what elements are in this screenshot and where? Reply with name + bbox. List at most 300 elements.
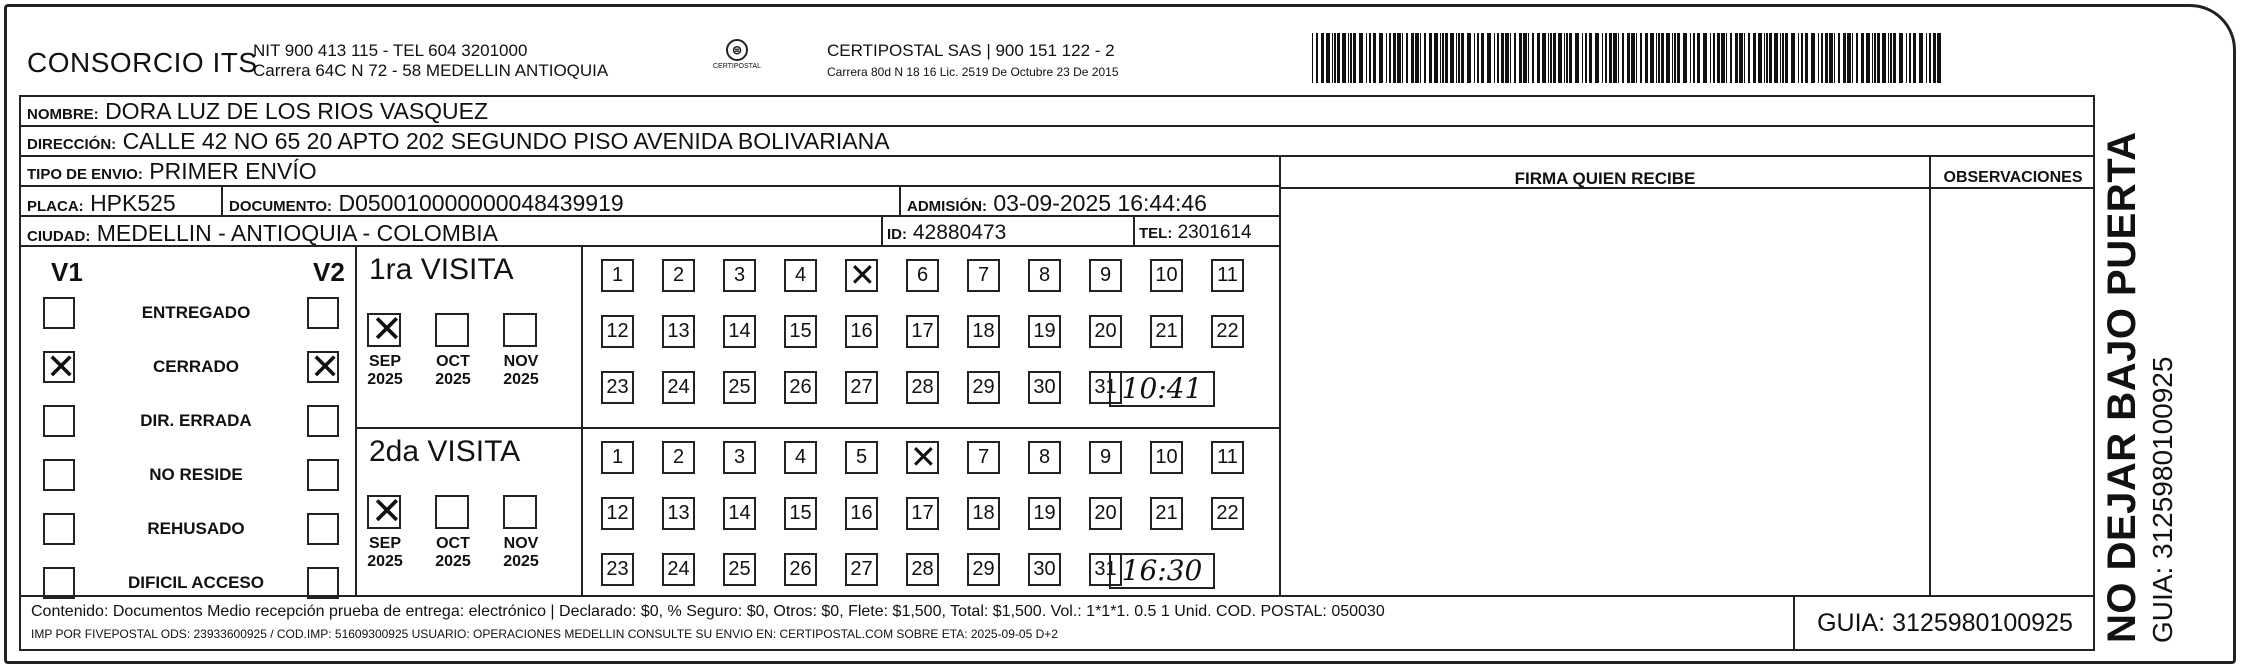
- barcode-bar: [1811, 33, 1815, 83]
- day-box[interactable]: 2: [662, 441, 695, 474]
- barcode-bar: [1445, 33, 1448, 83]
- barcode-bar: [1605, 33, 1607, 83]
- barcode-bar: [1766, 33, 1768, 83]
- barcode-bar: [1650, 33, 1654, 83]
- barcode-bar: [1937, 33, 1941, 83]
- barcode-bar: [1429, 33, 1432, 83]
- barcode-bar: [1342, 33, 1346, 83]
- barcode-bar: [1393, 33, 1396, 83]
- barcode-bar: [1379, 33, 1383, 83]
- barcode-bar: [1713, 33, 1715, 83]
- barcode-bar: [1852, 33, 1853, 83]
- barcode-bar: [1913, 33, 1916, 83]
- day-box[interactable]: 6: [906, 259, 939, 292]
- day-box[interactable]: 8: [1028, 259, 1061, 292]
- month-label: [493, 535, 549, 571]
- admision-field: [907, 191, 1207, 219]
- barcode-bar: [1481, 33, 1484, 83]
- obs-left-border: [1929, 157, 1931, 595]
- month-name: SEP: [368, 535, 401, 552]
- barcode-bar: [1703, 33, 1707, 83]
- barcode-bar: [1861, 33, 1864, 83]
- day-box[interactable]: 23: [601, 553, 634, 586]
- barcode-bar: [1877, 33, 1880, 83]
- no-dejar-notice: NO DEJAR BAJO PUERTA: [2100, 131, 2144, 643]
- barcode-bar: [1640, 33, 1642, 83]
- barcode-bar: [1542, 33, 1546, 83]
- v1-checkbox[interactable]: [43, 567, 75, 599]
- barcode-bar: [1726, 33, 1727, 83]
- barcode-bar: [1798, 33, 1799, 83]
- day-box[interactable]: 10: [1150, 441, 1183, 474]
- barcode-bar: [1589, 33, 1592, 83]
- month-name: NOV: [503, 535, 539, 552]
- barcode-bar: [1744, 33, 1745, 83]
- month-year: 2025: [503, 553, 539, 570]
- firma-left-border: [1279, 157, 1281, 595]
- divider: [899, 187, 901, 217]
- visit-divider: [355, 427, 1279, 429]
- barcode-bar: [1514, 33, 1516, 83]
- day-box[interactable]: 21: [1150, 315, 1183, 348]
- month-name: NOV: [503, 353, 539, 370]
- barcode-bar: [1569, 33, 1572, 83]
- day-box[interactable]: 22: [1211, 497, 1244, 530]
- tel-field: [1139, 221, 1252, 246]
- barcode-bar: [1693, 33, 1695, 83]
- company-info: [253, 41, 608, 81]
- barcode-bar: [1523, 33, 1527, 83]
- barcode-bar: [1818, 33, 1819, 83]
- day-box[interactable]: 19: [1028, 315, 1061, 348]
- day-box[interactable]: 29: [967, 553, 1000, 586]
- status-label: DIR. ERRADA: [140, 411, 252, 430]
- day-box[interactable]: 4: [784, 259, 817, 292]
- day-box[interactable]: [906, 441, 939, 474]
- day-box[interactable]: 12: [601, 315, 634, 348]
- v1-checkbox[interactable]: [43, 459, 75, 491]
- day-box[interactable]: 2: [662, 259, 695, 292]
- barcode-bar: [1785, 33, 1788, 83]
- v2-checkbox[interactable]: [307, 567, 339, 599]
- day-box[interactable]: 31: [1089, 553, 1122, 586]
- barcode-bar: [1316, 33, 1318, 83]
- v1-header: V1: [51, 257, 83, 287]
- barcode-bar: [1326, 33, 1330, 83]
- barcode-bar: [1919, 33, 1923, 83]
- barcode-bar: [1933, 33, 1936, 83]
- barcode-bar: [1369, 33, 1371, 83]
- side-notice: [2100, 131, 2179, 643]
- barcode-bar: [1805, 33, 1808, 83]
- status-label: ENTREGADO: [141, 303, 251, 322]
- admision-label: ADMISIÓN:: [907, 198, 987, 215]
- barcode-bar: [1312, 33, 1313, 83]
- barcode-bar: [1566, 33, 1568, 83]
- barcode-bar: [1501, 33, 1504, 83]
- day-box[interactable]: 9: [1089, 441, 1122, 474]
- day-box[interactable]: 18: [967, 497, 1000, 530]
- day-box[interactable]: 20: [1089, 315, 1122, 348]
- barcode-bar: [1882, 33, 1886, 83]
- barcode-bar: [1420, 33, 1421, 83]
- day-box[interactable]: 24: [662, 371, 695, 404]
- logo-mark-icon: ⊜: [726, 39, 748, 61]
- day-box[interactable]: 16: [845, 497, 878, 530]
- barcode-bar: [1834, 33, 1835, 83]
- barcode-bar: [1926, 33, 1927, 83]
- barcode-bar: [1674, 33, 1676, 83]
- v1-checkbox[interactable]: [43, 405, 75, 437]
- month-label: [425, 535, 481, 571]
- barcode-bar: [1753, 33, 1756, 83]
- barcode-bar: [1505, 33, 1509, 83]
- divider: [1133, 217, 1135, 247]
- day-box[interactable]: 26: [784, 553, 817, 586]
- day-box[interactable]: [845, 259, 878, 292]
- barcode-bar: [1461, 33, 1464, 83]
- day-box[interactable]: 27: [845, 553, 878, 586]
- day-box[interactable]: 24: [662, 553, 695, 586]
- month-checkbox[interactable]: [367, 495, 401, 529]
- id-field: [887, 221, 1006, 247]
- certipostal-line2: Carrera 80d N 18 16 Lic. 2519 De Octubre 23 De 2015: [827, 65, 1119, 79]
- status-label: CERRADO: [153, 357, 239, 376]
- v1-checkbox[interactable]: [43, 513, 75, 545]
- month-label: [425, 353, 481, 389]
- day-box[interactable]: 16: [845, 315, 878, 348]
- barcode-bar: [1359, 33, 1363, 83]
- day-box[interactable]: 31: [1089, 371, 1122, 404]
- month-name: OCT: [436, 353, 470, 370]
- barcode-bar: [1658, 33, 1660, 83]
- barcode-bar: [1474, 33, 1475, 83]
- barcode-bar: [1769, 33, 1772, 83]
- barcode-bar: [1866, 33, 1870, 83]
- barcode-bar: [1528, 33, 1529, 83]
- barcode-bar: [1477, 33, 1479, 83]
- barcode-bar: [1672, 33, 1673, 83]
- id-value: 42880473: [912, 221, 1007, 244]
- barcode-bar: [1909, 33, 1911, 83]
- divider: [881, 217, 883, 247]
- barcode-bar: [1456, 33, 1457, 83]
- barcode-bar: [1350, 33, 1352, 83]
- barcode-bar: [1872, 33, 1873, 83]
- delivery-notice-card: [4, 4, 2236, 664]
- barcode-bar: [1389, 33, 1391, 83]
- day-box[interactable]: 21: [1150, 497, 1183, 530]
- month-checkbox[interactable]: [503, 495, 537, 529]
- ciudad-label: CIUDAD:: [27, 228, 91, 245]
- month-checkbox[interactable]: [435, 495, 469, 529]
- barcode-bar: [1332, 33, 1333, 83]
- barcode-bar: [1829, 33, 1833, 83]
- day-box[interactable]: 1: [601, 441, 634, 474]
- barcode-bar: [1440, 33, 1441, 83]
- v2-checkbox[interactable]: [307, 405, 339, 437]
- barcode-bar: [1735, 33, 1738, 83]
- barcode-bar: [1801, 33, 1803, 83]
- barcode-bar: [1758, 33, 1762, 83]
- barcode-bar: [1856, 33, 1858, 83]
- day-box[interactable]: 11: [1211, 441, 1244, 474]
- barcode-bar: [1519, 33, 1522, 83]
- day-box[interactable]: 27: [845, 371, 878, 404]
- barcode-bar: [1397, 33, 1401, 83]
- day-box[interactable]: 9: [1089, 259, 1122, 292]
- barcode-bar: [1558, 33, 1562, 83]
- day-box[interactable]: 19: [1028, 497, 1061, 530]
- barcode-bar: [1497, 33, 1499, 83]
- address-line: Carrera 64C N 72 - 58 MEDELLIN ANTIOQUIA: [253, 61, 609, 80]
- day-box[interactable]: 1: [601, 259, 634, 292]
- certipostal-logo: [713, 39, 761, 87]
- barcode: [1312, 33, 1942, 83]
- tel-label: TEL:: [1139, 225, 1173, 242]
- barcode-bar: [1677, 33, 1680, 83]
- placa-label: PLACA:: [27, 198, 84, 215]
- barcode-bar: [1411, 33, 1414, 83]
- barcode-bar: [1661, 33, 1664, 83]
- certipostal-info: [827, 41, 1119, 79]
- barcode-bar: [1627, 33, 1630, 83]
- barcode-bar: [1467, 33, 1471, 83]
- direccion-row: [21, 127, 2093, 157]
- barcode-bar: [1825, 33, 1828, 83]
- barcode-bar: [1843, 33, 1846, 83]
- footer-contents: Contenido: Documentos Medio recepción prueba de entrega: electrónico | Declarado: $0, % Seguro: $0, Otros: $0, Flete: $1,500, Total: $1,500. Vol.: 1*1*1. 0.5 1 Unid. COD. POSTAL: 050030: [31, 603, 1385, 620]
- barcode-bar: [1334, 33, 1336, 83]
- firma-header: FIRMA QUIEN RECIBE: [1514, 169, 1696, 188]
- status-label: DIFICIL ACCESO: [127, 573, 264, 592]
- divider: [581, 247, 583, 595]
- day-box[interactable]: 28: [906, 553, 939, 586]
- barcode-bar: [1386, 33, 1387, 83]
- barcode-bar: [1780, 33, 1781, 83]
- day-box[interactable]: 7: [967, 441, 1000, 474]
- ciudad-field: [27, 221, 498, 249]
- barcode-bar: [1666, 33, 1670, 83]
- admision-value: 03-09-2025 16:44:46: [993, 190, 1207, 216]
- day-box[interactable]: 30: [1028, 371, 1061, 404]
- visit-time: 10:41: [1109, 371, 1215, 407]
- status-label: REHUSADO: [147, 519, 245, 538]
- barcode-bar: [1564, 33, 1565, 83]
- day-box[interactable]: 17: [906, 315, 939, 348]
- day-box[interactable]: 20: [1089, 497, 1122, 530]
- day-box[interactable]: 15: [784, 497, 817, 530]
- barcode-bar: [1697, 33, 1700, 83]
- barcode-bar: [1595, 33, 1599, 83]
- status-label: NO RESIDE: [149, 465, 243, 484]
- month-name: SEP: [368, 353, 401, 370]
- day-box[interactable]: 8: [1028, 441, 1061, 474]
- month-checkbox[interactable]: [435, 313, 469, 347]
- month-year: 2025: [435, 553, 471, 570]
- certipostal-line1: CERTIPOSTAL SAS | 900 151 122 - 2: [827, 41, 1115, 60]
- barcode-bar: [1739, 33, 1743, 83]
- day-box[interactable]: 15: [784, 315, 817, 348]
- barcode-bar: [1602, 33, 1603, 83]
- month-checkbox[interactable]: [367, 313, 401, 347]
- v2-checkbox[interactable]: [307, 297, 339, 329]
- day-box[interactable]: 10: [1150, 259, 1183, 292]
- day-box[interactable]: 28: [906, 371, 939, 404]
- barcode-bar: [1782, 33, 1784, 83]
- barcode-bar: [1838, 33, 1840, 83]
- month-checkbox[interactable]: [503, 313, 537, 347]
- logo-text: CERTIPOSTAL: [713, 63, 761, 70]
- day-box[interactable]: 23: [601, 371, 634, 404]
- barcode-bar: [1532, 33, 1534, 83]
- direccion-label: DIRECCIÓN:: [27, 136, 117, 153]
- month-year: 2025: [435, 371, 471, 388]
- barcode-bar: [1348, 33, 1349, 83]
- day-box[interactable]: 18: [967, 315, 1000, 348]
- barcode-bar: [1366, 33, 1367, 83]
- header: [7, 7, 2233, 93]
- day-box[interactable]: 5: [845, 441, 878, 474]
- barcode-bar: [1550, 33, 1552, 83]
- v2-checkbox[interactable]: [307, 351, 339, 383]
- barcode-bar: [1774, 33, 1778, 83]
- nombre-value: DORA LUZ DE LOS RIOS VASQUEZ: [105, 98, 489, 124]
- tipo-label: TIPO DE ENVIO:: [27, 166, 143, 183]
- barcode-bar: [1337, 33, 1340, 83]
- day-box[interactable]: 13: [662, 497, 695, 530]
- barcode-bar: [1537, 33, 1540, 83]
- barcode-bar: [1645, 33, 1648, 83]
- day-box[interactable]: 4: [784, 441, 817, 474]
- day-box[interactable]: 11: [1211, 259, 1244, 292]
- barcode-bar: [1690, 33, 1691, 83]
- v2-checkbox[interactable]: [307, 513, 339, 545]
- month-label: [357, 535, 413, 571]
- barcode-bar: [1888, 33, 1889, 83]
- barcode-bar: [1890, 33, 1892, 83]
- tipo-row: [21, 157, 1279, 187]
- barcode-bar: [1582, 33, 1583, 83]
- barcode-bar: [1899, 33, 1903, 83]
- barcode-bar: [1585, 33, 1587, 83]
- barcode-bar: [1764, 33, 1765, 83]
- month-year: 2025: [367, 553, 403, 570]
- nombre-row: [21, 97, 2093, 127]
- documento-value: D050010000000048439919: [338, 190, 624, 216]
- guia-number: GUIA: 3125980100925: [1793, 597, 2095, 649]
- barcode-bar: [1406, 33, 1408, 83]
- day-box[interactable]: 17: [906, 497, 939, 530]
- day-box[interactable]: 12: [601, 497, 634, 530]
- barcode-bar: [1609, 33, 1612, 83]
- documento-label: DOCUMENTO:: [229, 198, 333, 215]
- day-box[interactable]: 22: [1211, 315, 1244, 348]
- month-year: 2025: [503, 371, 539, 388]
- barcode-bar: [1717, 33, 1720, 83]
- barcode-bar: [1874, 33, 1876, 83]
- barcode-bar: [1548, 33, 1549, 83]
- day-box[interactable]: 13: [662, 315, 695, 348]
- barcode-bar: [1821, 33, 1823, 83]
- barcode-bar: [1450, 33, 1454, 83]
- tel-value: 2301614: [1177, 222, 1252, 243]
- barcode-bar: [1553, 33, 1556, 83]
- month-name: OCT: [436, 535, 470, 552]
- id-label: ID:: [887, 226, 907, 243]
- direccion-value: CALLE 42 NO 65 20 APTO 202 SEGUNDO PISO AVENIDA BOLIVARIANA: [122, 128, 890, 154]
- day-box[interactable]: 3: [723, 441, 756, 474]
- barcode-bar: [1434, 33, 1438, 83]
- barcode-bar: [1442, 33, 1444, 83]
- divider: [221, 187, 223, 217]
- barcode-bar: [1458, 33, 1460, 83]
- visit-title: 2da VISITA: [369, 435, 521, 468]
- placa-value: HPK525: [90, 190, 176, 216]
- v1-checkbox[interactable]: [43, 297, 75, 329]
- barcode-bar: [1618, 33, 1619, 83]
- barcode-bar: [1721, 33, 1725, 83]
- ciudad-value: MEDELLIN - ANTIOQUIA - COLOMBIA: [96, 220, 499, 246]
- tipo-value: PRIMER ENVÍO: [149, 158, 317, 184]
- month-year: 2025: [367, 371, 403, 388]
- day-box[interactable]: 29: [967, 371, 1000, 404]
- day-box[interactable]: 30: [1028, 553, 1061, 586]
- barcode-bar: [1748, 33, 1750, 83]
- barcode-bar: [1510, 33, 1511, 83]
- barcode-bar: [1906, 33, 1907, 83]
- barcode-bar: [1656, 33, 1657, 83]
- day-box[interactable]: 7: [967, 259, 1000, 292]
- barcode-bar: [1613, 33, 1617, 83]
- visit-time: 16:30: [1109, 553, 1215, 589]
- v1-checkbox[interactable]: [43, 351, 75, 383]
- barcode-bar: [1710, 33, 1711, 83]
- barcode-bar: [1683, 33, 1687, 83]
- placa-field: [27, 191, 176, 219]
- day-box[interactable]: 14: [723, 497, 756, 530]
- visit-title: 1ra VISITA: [369, 253, 514, 286]
- barcode-bar: [1847, 33, 1851, 83]
- barcode-bar: [1622, 33, 1624, 83]
- barcode-bar: [1575, 33, 1579, 83]
- barcode-bar: [1494, 33, 1495, 83]
- documento-field: [229, 191, 624, 219]
- day-box[interactable]: 25: [723, 553, 756, 586]
- day-box[interactable]: 26: [784, 371, 817, 404]
- barcode-bar: [1791, 33, 1795, 83]
- footer-print-info: IMP POR FIVEPOSTAL ODS: 23933600925 / COD.IMP: 51609300925 USUARIO: OPERACIONES MEDELLIN CONSULTE SU ENVIO EN: CERTIPOSTAL.COM SOBRE ETA: 2025-09-05 D+2: [31, 627, 1058, 641]
- barcode-bar: [1487, 33, 1491, 83]
- barcode-bar: [1929, 33, 1931, 83]
- v2-header: V2: [313, 257, 345, 287]
- side-guia: GUIA: 3125980100925: [2147, 356, 2178, 643]
- day-box[interactable]: 14: [723, 315, 756, 348]
- month-label: [357, 353, 413, 389]
- barcode-bar: [1321, 33, 1324, 83]
- day-box[interactable]: 25: [723, 371, 756, 404]
- barcode-bar: [1631, 33, 1635, 83]
- nit-line: NIT 900 413 115 - TEL 604 3201000: [253, 41, 528, 60]
- barcode-bar: [1415, 33, 1419, 83]
- observaciones-header: OBSERVACIONES: [1943, 169, 2083, 186]
- company-name: CONSORCIO ITS: [27, 47, 258, 78]
- barcode-bar: [1402, 33, 1403, 83]
- v2-checkbox[interactable]: [307, 459, 339, 491]
- barcode-bar: [1373, 33, 1376, 83]
- barcode-bar: [1893, 33, 1896, 83]
- day-box[interactable]: 3: [723, 259, 756, 292]
